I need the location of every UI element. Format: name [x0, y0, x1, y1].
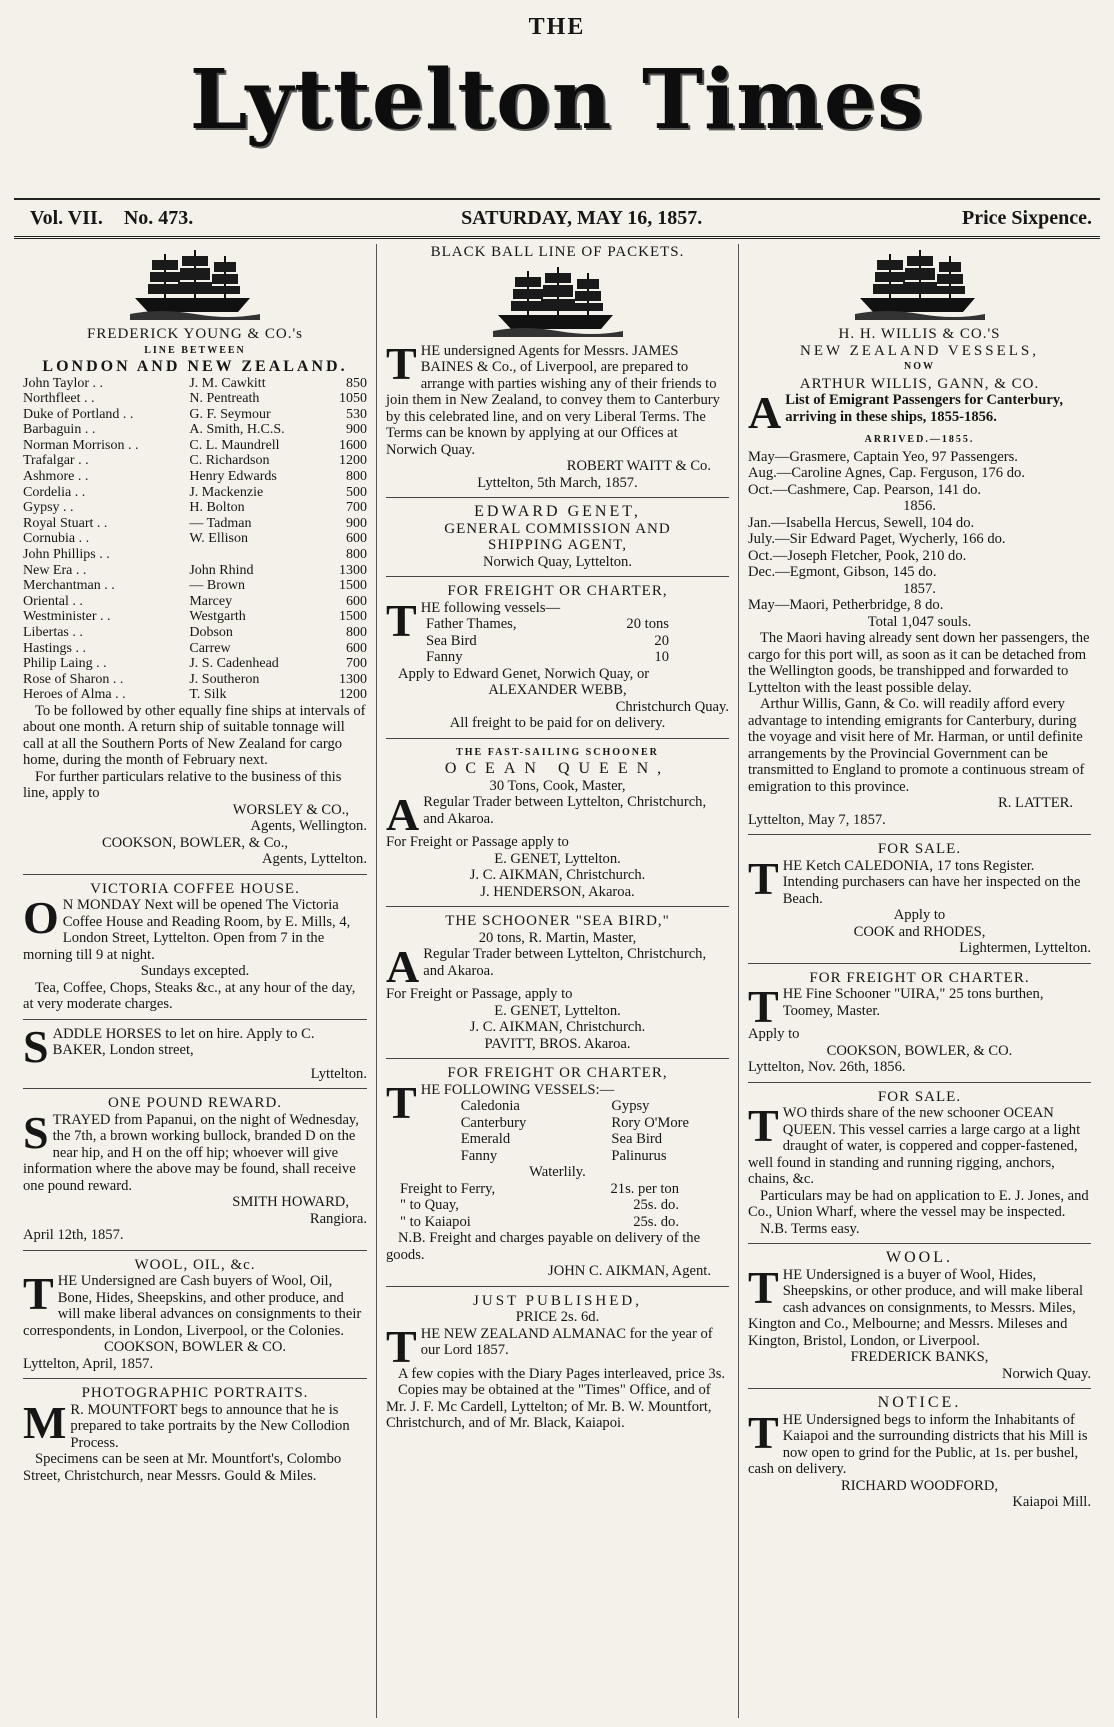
- vessel-list: [386, 616, 729, 666]
- ad-black-ball: [386, 244, 729, 498]
- coffee-body: N MONDAY Next will be opened The Victoria Coffee House and Reading Room, by E. Mills, 4, London Street, Lyttelton. Open from 7 in the morning till 9 at night.: [23, 897, 351, 963]
- ship-name: Norman Morrison . .: [23, 437, 139, 453]
- vessel-tons: 20 tons: [626, 616, 669, 632]
- reward-body: TRAYED from Papanui, on the night of Wednesday, the 7th, a brown working bullock, branded D on the near hip, and H on the off hip; whoever will give information where the above may be found, shall receive one pound reward.: [23, 1111, 359, 1194]
- masthead-title: Lyttelton Times: [189, 52, 925, 148]
- ship-name: Hastings . .: [23, 640, 86, 656]
- freight2-nb: N.B. Freight and charges payable on delivery of the goods.: [386, 1230, 701, 1263]
- year-1856: 1856.: [903, 498, 936, 514]
- seabird-body: Regular Trader between Lyttelton, Christchurch, and Akaroa.: [423, 946, 707, 979]
- vessel-name: Emerald: [460, 1131, 511, 1147]
- willis-body-3: Arthur Willis, Gann, & Co. will readily afford every advantage to intending emigrants for Canterbury, during the voyage and visit here of Mr. Harman, or until definite arrangements by the Provincial Government can be transmitted to England to promote a continuous stream of emigration to this province.: [748, 696, 1085, 795]
- almanac-drop: T: [386, 1320, 417, 1372]
- ship-tonnage: 1600: [339, 437, 367, 453]
- ship-row: [23, 563, 367, 579]
- ship-name: Barbaguin . .: [23, 422, 96, 438]
- ship-row: [23, 391, 367, 407]
- ad-reward: [23, 1095, 367, 1251]
- ship-tonnage: 900: [346, 515, 367, 531]
- wool-oil-drop: T: [23, 1268, 54, 1320]
- vessel-name: Palinurus: [611, 1147, 667, 1164]
- uira-apply: Apply to: [748, 1026, 800, 1042]
- arrivals-1856: [748, 515, 1091, 581]
- sale2-body-2: Particulars may be had on application to E. J. Jones, and Co., Union Wharf, where the vessel may be inspected.: [748, 1187, 1089, 1220]
- ad-freight-2: [386, 1065, 729, 1287]
- ad-sea-bird: [386, 913, 729, 1059]
- ad-saddle-horses: [23, 1020, 367, 1090]
- photo-body-2: Specimens can be seen at Mr. Mountfort's, Colombo Street, Christchurch, near Messrs. Gould & Miles.: [23, 1451, 342, 1484]
- reward-place: Rangiora.: [309, 1210, 367, 1227]
- vessel-row: [426, 649, 729, 666]
- ship-captain: C. L. Maundrell: [189, 437, 280, 453]
- willis-sig: R. LATTER.: [998, 795, 1073, 811]
- ad-photographic: [23, 1385, 367, 1490]
- ship-tonnage: 900: [346, 422, 367, 438]
- vessel-name: Rory O'More: [611, 1114, 689, 1131]
- ship-captain: Henry Edwards: [189, 469, 277, 485]
- ship-name: John Taylor . .: [23, 375, 104, 391]
- uira-date: Lyttelton, Nov. 26th, 1856.: [748, 1059, 906, 1075]
- ship-row: [23, 547, 367, 563]
- ship-tonnage: 800: [346, 625, 367, 640]
- sale1-header: FOR SALE.: [877, 841, 962, 857]
- vessel-name: Caledonia: [460, 1098, 520, 1114]
- ship-captain: Dobson: [189, 625, 233, 640]
- almanac-header: JUST PUBLISHED,: [473, 1292, 642, 1309]
- ship-captain: Marcey: [189, 593, 233, 609]
- ship-name: Cornubia . .: [23, 531, 90, 547]
- photo-header: PHOTOGRAPHIC PORTRAITS.: [81, 1385, 309, 1402]
- ship-name: Rose of Sharon . .: [23, 671, 124, 687]
- young-body: To be followed by other equally fine ships at intervals of about one month. A return ship of suitable tonnage will call at all the Southern Ports of New Zealand for cargo home, during the month of February next.: [23, 702, 366, 769]
- willis-now: NOW: [904, 361, 935, 372]
- sale1-body: HE Ketch CALEDONIA, 17 tons Register. Intending purchasers can have her inspected on the Beach.: [782, 857, 1081, 907]
- ocean-drop: A: [386, 789, 420, 840]
- ship-tonnage: 1300: [339, 671, 367, 687]
- ad-wool: [748, 1250, 1091, 1389]
- ship-captain: J. Mackenzie: [189, 484, 264, 500]
- ship-row: [23, 625, 367, 641]
- issue-date: SATURDAY, MAY 16, 1857.: [461, 206, 703, 229]
- young-sig-1b: Agents, Wellington.: [250, 818, 367, 835]
- ad-frederick-young: [23, 248, 367, 875]
- ship-tonnage: 1300: [339, 562, 367, 578]
- willis-date: Lyttelton, May 7, 1857.: [748, 811, 886, 828]
- arrival-row: Aug.—Caroline Agnes, Cap. Ferguson, 176 do.: [748, 465, 1025, 481]
- ship-tonnage: 700: [346, 656, 367, 672]
- ship-captain: H. Bolton: [189, 500, 245, 516]
- reward-sig: SMITH HOWARD,: [232, 1194, 349, 1211]
- ship-tonnage: 1200: [339, 453, 367, 469]
- ship-name: Westminister . .: [23, 609, 111, 625]
- coffee-drop: O: [23, 892, 59, 944]
- ship-row: [23, 500, 367, 516]
- young-sig-2: COOKSON, BOWLER, & Co.,: [101, 834, 289, 851]
- ship-name: Merchantman . .: [23, 578, 115, 594]
- seabird-agent-3: PAVITT, BROS. Akaroa.: [484, 1035, 631, 1052]
- ship-captain: J. M. Cawkitt: [189, 375, 266, 391]
- arrival-row: Oct.—Joseph Fletcher, Pook, 210 do.: [748, 547, 967, 564]
- photo-drop: M: [23, 1396, 67, 1448]
- young-body-2: For further particulars relative to the business of this line, apply to: [23, 768, 342, 802]
- ship-captain: [189, 547, 326, 563]
- reward-date: April 12th, 1857.: [23, 1227, 124, 1244]
- ship-captain: C. Richardson: [189, 453, 270, 469]
- ocean-name: OCEAN QUEEN,: [444, 760, 671, 777]
- freight1-place: Christchurch Quay.: [615, 698, 729, 715]
- rate-dest: " to Kaiapoi: [400, 1213, 471, 1230]
- ocean-small: THE FAST-SAILING SCHOONER: [456, 746, 659, 758]
- sale2-drop: T: [748, 1100, 779, 1151]
- arrival-row: May—Maori, Petherbridge, 8 do.: [748, 597, 944, 613]
- ship-row: [23, 453, 367, 469]
- freight2-sig: JOHN C. AIKMAN, Agent.: [548, 1263, 711, 1279]
- vessel-name: Gypsy: [611, 1098, 650, 1114]
- ship-captain: J. S. Cadenhead: [189, 656, 279, 672]
- ad-almanac: [386, 1293, 729, 1438]
- ship-captain: G. F. Seymour: [189, 406, 271, 422]
- wool-header: WOOL.: [886, 1249, 953, 1266]
- freight1-sig: ALEXANDER WEBB,: [488, 682, 627, 698]
- ship-row: [23, 578, 367, 594]
- coffee-body-2: Tea, Coffee, Chops, Steaks &c., at any hour of the day, at very moderate charges.: [23, 979, 356, 1013]
- vessel-tons: 20: [654, 632, 669, 649]
- arrival-row: Jan.—Isabella Hercus, Sewell, 104 do.: [748, 514, 975, 531]
- rate-price: 25s. do.: [633, 1197, 679, 1213]
- rate-row: [386, 1197, 729, 1214]
- ad-freight-1: [386, 583, 729, 739]
- ship-row: [23, 641, 367, 657]
- ship-captain: Carrew: [189, 640, 231, 656]
- ship-captain: Westgarth: [189, 609, 246, 625]
- rate-dest: Freight to Ferry,: [400, 1180, 496, 1197]
- uira-header: FOR FREIGHT OR CHARTER.: [809, 969, 1030, 986]
- willis-body: List of Emigrant Passengers for Canterbury, arriving in these ships, 1855-1856.: [785, 392, 1064, 425]
- seabird-agent-1: E. GENET, Lyttelton.: [494, 1002, 621, 1019]
- ship-tonnage: 1500: [339, 609, 367, 625]
- ship-tonnage: 700: [346, 500, 367, 516]
- ship-icon: [748, 248, 1091, 320]
- rate-price: 21s. per ton: [610, 1180, 679, 1197]
- young-header: FREDERICK YOUNG & CO.'s: [87, 326, 303, 342]
- ocean-agent-3: J. HENDERSON, Akaroa.: [480, 883, 635, 900]
- reward-header: ONE POUND REWARD.: [107, 1095, 283, 1112]
- rate-dest: " to Quay,: [400, 1197, 459, 1213]
- ship-icon: [386, 265, 729, 337]
- arrival-row: Dec.—Egmont, Gibson, 145 do.: [748, 564, 937, 580]
- ship-tonnage: 850: [346, 375, 367, 391]
- ship-name: John Phillips . .: [23, 547, 110, 563]
- young-sig-1: WORSLEY & CO.,: [232, 801, 349, 818]
- sale2-nb: N.B. Terms easy.: [760, 1220, 860, 1237]
- wool-place: Norwich Quay.: [1001, 1365, 1091, 1382]
- arrival-row: Oct.—Cashmere, Cap. Pearson, 141 do.: [748, 481, 982, 498]
- ship-name: Ashmore . .: [23, 469, 89, 485]
- ship-name: Oriental . .: [23, 593, 83, 609]
- wool-drop: T: [748, 1261, 779, 1313]
- ship-captain: N. Pentreath: [189, 391, 260, 407]
- column-2: [376, 244, 738, 1718]
- ship-tonnage: 600: [346, 593, 367, 609]
- sale1-apply: Apply to: [893, 907, 946, 923]
- blackball-body: HE undersigned Agents for Messrs. JAMES BAINES & Co., of Liverpool, are prepared to arrange with parties wishing any of their friends to join them in New Zealand, to convey them to Canterbury by this celebrated line, and on very Liberal Terms. The Terms can be known by applying at our Offices at Norwich Quay.: [386, 342, 720, 458]
- ship-captain: W. Ellison: [189, 531, 248, 547]
- column-1: [14, 244, 376, 1718]
- rate-list: [386, 1181, 729, 1231]
- ship-name: Heroes of Alma . .: [23, 687, 126, 703]
- blackball-date: Lyttelton, 5th March, 1857.: [477, 474, 638, 491]
- ocean-apply: For Freight or Passage apply to: [386, 834, 569, 850]
- issue-number: No. 473.: [123, 206, 194, 229]
- freight1-header: FOR FREIGHT OR CHARTER,: [447, 583, 668, 599]
- ship-name: Royal Stuart . .: [23, 515, 108, 531]
- vessel-name: Sea Bird: [426, 632, 477, 649]
- ship-row: [23, 594, 367, 610]
- wool-oil-header: WOOL, OIL, &c.: [134, 1256, 256, 1273]
- ship-captain: — Tadman: [189, 515, 252, 531]
- ad-ocean-queen: [386, 745, 729, 908]
- notice-sig: RICHARD WOODFORD,: [840, 1477, 999, 1494]
- vessel-name: Fanny: [426, 649, 463, 665]
- ship-tonnage: 800: [346, 469, 367, 485]
- notice-body: HE Undersigned begs to inform the Inhabitants of Kaiapoi and the surrounding districts that his Mill is now open to grind for the Public, at 1s. per bushel, cash on delivery.: [748, 1411, 1088, 1477]
- ad-wool-oil: [23, 1257, 367, 1380]
- vessel-grid: [421, 1098, 729, 1164]
- almanac-body-3: Copies may be obtained at the "Times" Office, and of Mr. J. F. Mc Cardell, Lyttelton; of Mr. B. W. Mountfort, Christchurch, and of Mr. Black, Kaiapoi.: [386, 1382, 712, 1431]
- ship-name: Northfleet . .: [23, 391, 95, 407]
- ship-captain: J. Southeron: [189, 671, 260, 687]
- sale2-body: WO thirds share of the new schooner OCEAN QUEEN. This vessel carries a large cargo at a light draught of water, is coppered and copper-fastened, well found in standing and running rigging, anchors, chains, &c.: [748, 1105, 1081, 1187]
- notice-header: NOTICE.: [877, 1394, 962, 1411]
- ad-sale-ocean-queen: [748, 1089, 1091, 1245]
- wool-oil-sig: COOKSON, BOWLER & CO.: [103, 1339, 287, 1356]
- ship-row: [23, 407, 367, 423]
- ship-row: [23, 438, 367, 454]
- rate-row: [386, 1214, 729, 1231]
- willis-route: NEW ZEALAND VESSELS,: [799, 342, 1040, 359]
- sale1-drop: T: [748, 852, 779, 904]
- notice-place: Kaiapoi Mill.: [1012, 1494, 1091, 1510]
- willis-header: H. H. WILLIS & CO.'S: [838, 326, 1001, 342]
- uira-sig: COOKSON, BOWLER, & CO.: [826, 1042, 1013, 1059]
- ship-tonnage: 1500: [339, 578, 367, 594]
- ship-name: Gypsy . .: [23, 500, 74, 516]
- willis-drop: A: [748, 387, 782, 438]
- ship-name: Cordelia . .: [23, 484, 86, 500]
- vessel-row: [426, 633, 729, 650]
- freight1-body: HE following vessels—: [420, 599, 561, 616]
- seabird-header: THE SCHOONER "SEA BIRD,": [445, 913, 670, 929]
- column-3: [738, 244, 1100, 1718]
- ship-tonnage: 600: [346, 531, 367, 547]
- ship-captain: A. Smith, H.C.S.: [189, 422, 285, 438]
- ship-tonnage: 500: [346, 484, 367, 500]
- wool-sig: FREDERICK BANKS,: [850, 1349, 989, 1365]
- coffee-header: VICTORIA COFFEE HOUSE.: [90, 880, 300, 897]
- genet-name: EDWARD GENET,: [474, 503, 641, 520]
- ship-list: [23, 376, 367, 703]
- ship-tonnage: 530: [346, 406, 367, 422]
- freight1-drop: T: [386, 594, 417, 646]
- willis-total: Total 1,047 souls.: [867, 613, 972, 630]
- ocean-agent-2: J. C. AIKMAN, Christchurch.: [469, 867, 646, 883]
- uira-drop: T: [748, 981, 779, 1032]
- ad-sale-caledonia: [748, 841, 1091, 964]
- freight1-note: All freight to be paid for on delivery.: [449, 715, 666, 731]
- seabird-sub: 20 tons, R. Martin, Master,: [478, 929, 637, 946]
- volume: Vol. VII.: [30, 206, 103, 229]
- columns: [14, 244, 1100, 1718]
- almanac-body: HE NEW ZEALAND ALMANAC for the year of our Lord 1857.: [420, 1325, 713, 1358]
- ship-row: [23, 376, 367, 392]
- wool-oil-date: Lyttelton, April, 1857.: [23, 1355, 154, 1372]
- arrivals-1855: [748, 449, 1091, 499]
- ship-captain: T. Silk: [189, 687, 227, 703]
- vessel-name: Father Thames,: [426, 616, 517, 632]
- arrival-row: May—Grasmere, Captain Yeo, 97 Passengers.: [748, 448, 1018, 465]
- willis-firm: ARTHUR WILLIS, GANN, & CO.: [799, 375, 1040, 392]
- wool-body: HE Undersigned is a buyer of Wool, Hides, Sheepskins, or other produce, and will make liberal cash advances on consignments, to Messrs. Miles, Kington and Co., Melbourne; and Messrs. Mileses and Kington, Bristol, London, or Liverpool.: [748, 1266, 1083, 1349]
- arrival-row: July.—Sir Edward Paget, Wycherly, 166 do.: [748, 531, 1006, 547]
- freight1-apply: Apply to Edward Genet, Norwich Quay, or: [398, 665, 650, 682]
- vessel-name: Fanny: [460, 1147, 498, 1164]
- ship-row: [23, 469, 367, 485]
- ship-tonnage: 600: [346, 640, 367, 656]
- ship-row: [23, 516, 367, 532]
- blackball-sig: ROBERT WAITT & Co.: [566, 458, 711, 474]
- sale2-header: FOR SALE.: [877, 1088, 962, 1105]
- arrivals-1857: [748, 597, 1091, 614]
- ad-willis: [748, 248, 1091, 835]
- masthead-the: THE: [528, 14, 586, 40]
- vessel-name: Canterbury: [460, 1114, 527, 1131]
- ship-row: [23, 656, 367, 672]
- saddle-place: Lyttelton.: [310, 1065, 367, 1082]
- ship-captain: — Brown: [189, 578, 245, 594]
- rate-row: [386, 1181, 729, 1198]
- ship-name: Trafalgar . .: [23, 453, 89, 469]
- sale1-sig-2: Lightermen, Lyttelton.: [959, 940, 1091, 956]
- freight2-last: Waterlily.: [529, 1164, 586, 1180]
- ocean-body: Regular Trader between Lyttelton, Christchurch, and Akaroa.: [423, 794, 707, 827]
- saddle-body: ADDLE HORSES to let on hire. Apply to C. BAKER, London street,: [52, 1025, 315, 1059]
- genet-role-2: SHIPPING AGENT,: [488, 537, 627, 553]
- year-1857: 1857.: [903, 580, 936, 597]
- ship-name: Philip Laing . .: [23, 656, 107, 672]
- ship-tonnage: 800: [346, 547, 367, 563]
- ship-name: Libertas . .: [23, 625, 83, 640]
- seabird-apply: For Freight or Passage, apply to: [386, 986, 573, 1002]
- young-route: LONDON AND NEW ZEALAND.: [42, 358, 348, 375]
- photo-body: R. MOUNTFORT begs to announce that he is prepared to take portraits by the New Collodion Process.: [70, 1401, 350, 1451]
- ship-row: [23, 672, 367, 688]
- ocean-sub: 30 Tons, Cook, Master,: [489, 777, 626, 794]
- freight2-drop: T: [386, 1076, 417, 1128]
- wool-oil-body: HE Undersigned are Cash buyers of Wool, Oil, Bone, Hides, Sheepskins, and other produce, and will make liberal advances on consignments to their correspondents, in London, Liverpool, or the Colonies.: [23, 1273, 362, 1339]
- rate-price: 25s. do.: [633, 1213, 679, 1230]
- blackball-drop: T: [386, 337, 417, 389]
- willis-body-2: The Maori having already sent down her passengers, the cargo for this port will, as soon as it can be detached from the Wellington goods, be transhipped and forwarded to Lyttelton with the least possible delay.: [748, 630, 1090, 696]
- ad-edward-genet: [386, 504, 729, 577]
- ship-row: [23, 422, 367, 438]
- seabird-drop: A: [386, 941, 420, 992]
- ad-notice: [748, 1395, 1091, 1517]
- ship-tonnage: 1050: [339, 391, 367, 407]
- ship-captain: John Rhind: [189, 562, 254, 578]
- ship-row: [23, 531, 367, 547]
- sale1-sig: COOK and RHODES,: [853, 923, 986, 940]
- seabird-agent-2: J. C. AIKMAN, Christchurch.: [469, 1019, 646, 1035]
- vessel-row: [426, 616, 729, 633]
- ship-tonnage: 1200: [339, 687, 367, 703]
- freight2-header: FOR FREIGHT OR CHARTER,: [447, 1065, 668, 1081]
- dateline: [14, 198, 1100, 239]
- masthead: [0, 0, 1114, 190]
- reward-drop: S: [23, 1106, 49, 1158]
- genet-role: GENERAL COMMISSION AND: [444, 520, 671, 537]
- price: Price Sixpence.: [962, 206, 1092, 229]
- ship-row: [23, 609, 367, 625]
- ship-row: [23, 485, 367, 501]
- genet-place: Norwich Quay, Lyttelton.: [482, 553, 632, 570]
- almanac-price: PRICE 2s. 6d.: [515, 1309, 600, 1325]
- ocean-agent-1: E. GENET, Lyttelton.: [494, 850, 621, 867]
- notice-drop: T: [748, 1406, 779, 1458]
- young-line-between: LINE BETWEEN: [144, 344, 246, 356]
- ship-icon: [23, 248, 367, 320]
- young-sig-2b: Agents, Lyttelton.: [262, 851, 367, 868]
- blackball-header: BLACK BALL LINE OF PACKETS.: [430, 244, 685, 260]
- willis-arrived: ARRIVED.—1855.: [864, 434, 975, 445]
- ship-name: Duke of Portland . .: [23, 406, 134, 422]
- ship-row: [23, 687, 367, 703]
- ad-uira: [748, 970, 1091, 1083]
- almanac-body-2: A few copies with the Diary Pages interleaved, price 3s.: [398, 1365, 726, 1382]
- vessel-name: Sea Bird: [611, 1131, 663, 1147]
- uira-body: HE Fine Schooner "UIRA," 25 tons burthen, Toomey, Master.: [782, 986, 1044, 1019]
- freight2-body: HE FOLLOWING VESSELS:—: [420, 1081, 615, 1098]
- ad-victoria-coffee: [23, 881, 367, 1020]
- saddle-drop: S: [23, 1020, 49, 1072]
- vessel-tons: 10: [654, 649, 669, 665]
- coffee-except: Sundays excepted.: [140, 963, 250, 980]
- ship-name: New Era . .: [23, 562, 87, 578]
